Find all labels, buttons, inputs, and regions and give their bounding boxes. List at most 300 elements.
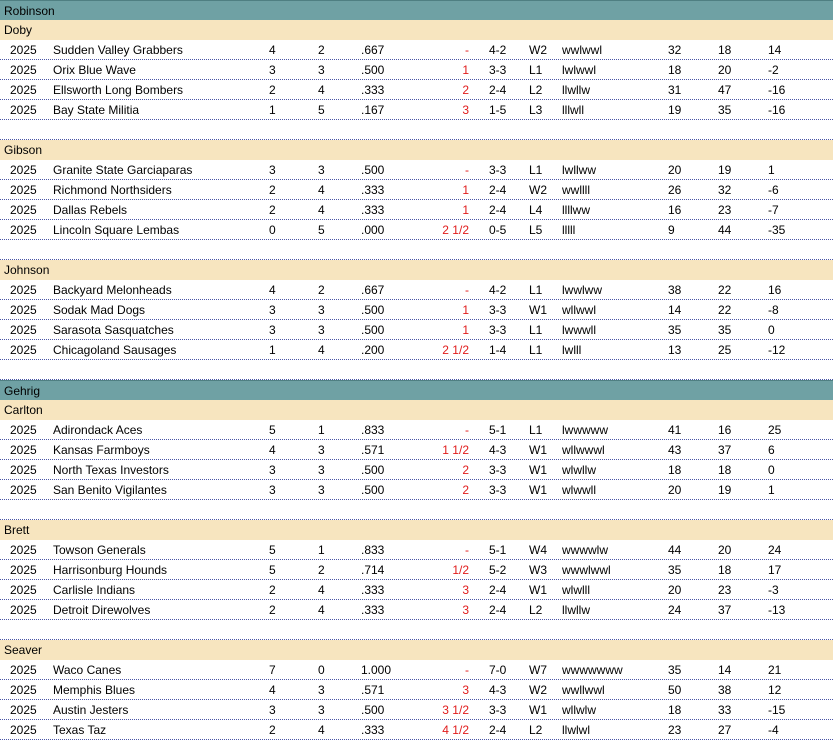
team-losses: 1: [318, 423, 325, 437]
team-wins: 3: [269, 323, 276, 337]
team-games-behind: -: [465, 543, 469, 557]
team-losses: 4: [318, 603, 325, 617]
team-wins: 5: [269, 423, 276, 437]
team-name: North Texas Investors: [53, 463, 169, 477]
team-losses: 3: [318, 163, 325, 177]
team-wins: 4: [269, 283, 276, 297]
team-record: 2-4: [489, 723, 507, 737]
team-name: Towson Generals: [53, 543, 146, 557]
team-last-games: wlwlll: [562, 583, 590, 597]
team-losses: 4: [318, 183, 325, 197]
team-name: San Benito Vigilantes: [53, 483, 167, 497]
team-runs-against: 19: [718, 163, 732, 177]
team-record: 2-4: [489, 583, 507, 597]
team-wins: 4: [269, 443, 276, 457]
team-games-behind: 1 1/2: [442, 443, 469, 457]
team-runs-for: 35: [668, 663, 682, 677]
team-year: 2025: [10, 543, 37, 557]
team-games-behind: 1: [462, 183, 469, 197]
team-record: 3-3: [489, 703, 507, 717]
team-record: 1-5: [489, 103, 507, 117]
team-record: 4-2: [489, 283, 507, 297]
team-last-games: llwllw: [562, 83, 590, 97]
team-games-behind: 3: [462, 603, 469, 617]
team-name: Waco Canes: [53, 663, 122, 677]
team-wins: 3: [269, 463, 276, 477]
team-last-games: lwllww: [562, 163, 596, 177]
team-run-diff: -13: [768, 603, 786, 617]
team-record: 2-4: [489, 83, 507, 97]
team-win-pct: .333: [361, 83, 385, 97]
team-streak: L1: [529, 163, 543, 177]
team-last-games: lwwlww: [562, 283, 602, 297]
team-streak: L2: [529, 83, 543, 97]
division-header: Seaver: [0, 640, 833, 660]
table-row: [0, 220, 833, 240]
team-runs-for: 41: [668, 423, 682, 437]
team-streak: L2: [529, 723, 543, 737]
team-wins: 5: [269, 543, 276, 557]
team-run-diff: -16: [768, 103, 786, 117]
team-games-behind: 2: [462, 463, 469, 477]
team-losses: 3: [318, 303, 325, 317]
team-games-behind: 1/2: [452, 563, 469, 577]
spacer-row: [0, 120, 833, 140]
team-last-games: lwwwww: [562, 423, 608, 437]
team-year: 2025: [10, 663, 37, 677]
team-losses: 2: [318, 43, 325, 57]
team-win-pct: .714: [361, 563, 385, 577]
table-row: [0, 300, 833, 320]
table-row: [0, 480, 833, 500]
team-name: Backyard Melonheads: [53, 283, 172, 297]
spacer-row: [0, 240, 833, 260]
team-win-pct: .500: [361, 303, 385, 317]
team-runs-for: 9: [668, 223, 675, 237]
team-name: Austin Jesters: [53, 703, 129, 717]
team-runs-against: 23: [718, 583, 732, 597]
team-last-games: llwllw: [562, 603, 590, 617]
team-streak: L5: [529, 223, 543, 237]
team-wins: 3: [269, 63, 276, 77]
team-runs-against: 16: [718, 423, 732, 437]
team-wins: 2: [269, 203, 276, 217]
team-streak: L1: [529, 283, 543, 297]
team-games-behind: 1: [462, 323, 469, 337]
team-name: Texas Taz: [53, 723, 107, 737]
table-row: [0, 100, 833, 120]
team-losses: 2: [318, 563, 325, 577]
team-win-pct: .667: [361, 283, 385, 297]
team-win-pct: .500: [361, 463, 385, 477]
team-run-diff: 0: [768, 463, 775, 477]
team-last-games: wlwwll: [562, 483, 596, 497]
team-last-games: llllww: [562, 203, 590, 217]
team-wins: 3: [269, 703, 276, 717]
table-row: [0, 160, 833, 180]
team-games-behind: 1: [462, 303, 469, 317]
team-year: 2025: [10, 483, 37, 497]
team-last-games: wlwllw: [562, 463, 596, 477]
team-record: 3-3: [489, 463, 507, 477]
team-record: 7-0: [489, 663, 507, 677]
team-name: Kansas Farmboys: [53, 443, 150, 457]
team-year: 2025: [10, 83, 37, 97]
team-run-diff: 6: [768, 443, 775, 457]
team-win-pct: .833: [361, 423, 385, 437]
team-record: 4-2: [489, 43, 507, 57]
team-last-games: lllll: [562, 223, 576, 237]
team-win-pct: .500: [361, 483, 385, 497]
table-row: [0, 560, 833, 580]
team-wins: 2: [269, 583, 276, 597]
team-runs-for: 26: [668, 183, 682, 197]
team-wins: 3: [269, 483, 276, 497]
team-win-pct: .167: [361, 103, 385, 117]
team-win-pct: .571: [361, 683, 385, 697]
team-record: 5-1: [489, 423, 507, 437]
league-header: Robinson: [0, 0, 833, 20]
team-streak: W1: [529, 463, 547, 477]
team-wins: 1: [269, 103, 276, 117]
team-run-diff: 17: [768, 563, 782, 577]
team-runs-for: 35: [668, 323, 682, 337]
team-wins: 3: [269, 163, 276, 177]
team-losses: 5: [318, 103, 325, 117]
team-name: Sarasota Sasquatches: [53, 323, 174, 337]
team-last-games: wwllwwl: [562, 683, 605, 697]
team-name: Adirondack Aces: [53, 423, 143, 437]
team-streak: W1: [529, 443, 547, 457]
team-year: 2025: [10, 343, 37, 357]
team-runs-against: 19: [718, 483, 732, 497]
team-losses: 5: [318, 223, 325, 237]
team-runs-for: 20: [668, 483, 682, 497]
division-header: Johnson: [0, 260, 833, 280]
team-win-pct: .500: [361, 323, 385, 337]
team-win-pct: .500: [361, 163, 385, 177]
table-row: [0, 340, 833, 360]
team-name: Bay State Militia: [53, 103, 140, 117]
team-year: 2025: [10, 283, 37, 297]
team-losses: 3: [318, 63, 325, 77]
team-last-games: lwlll: [562, 343, 582, 357]
team-last-games: wwwlwwl: [562, 563, 611, 577]
table-row: [0, 440, 833, 460]
team-runs-for: 50: [668, 683, 682, 697]
team-win-pct: .333: [361, 203, 385, 217]
division-header: Brett: [0, 520, 833, 540]
team-runs-against: 25: [718, 343, 732, 357]
team-streak: L3: [529, 103, 543, 117]
team-year: 2025: [10, 323, 37, 337]
team-run-diff: 12: [768, 683, 782, 697]
team-last-games: lllwll: [562, 103, 584, 117]
team-win-pct: .000: [361, 223, 385, 237]
team-games-behind: -: [465, 663, 469, 677]
team-wins: 7: [269, 663, 276, 677]
team-runs-for: 18: [668, 463, 682, 477]
team-runs-against: 18: [718, 463, 732, 477]
team-win-pct: .500: [361, 63, 385, 77]
team-record: 3-3: [489, 323, 507, 337]
team-losses: 1: [318, 543, 325, 557]
table-row: [0, 280, 833, 300]
spacer-row: [0, 500, 833, 520]
team-runs-for: 14: [668, 303, 682, 317]
team-record: 5-2: [489, 563, 507, 577]
team-games-behind: 2 1/2: [442, 223, 469, 237]
team-losses: 4: [318, 83, 325, 97]
team-runs-for: 23: [668, 723, 682, 737]
table-row: [0, 460, 833, 480]
team-wins: 2: [269, 83, 276, 97]
team-runs-against: 38: [718, 683, 732, 697]
team-games-behind: -: [465, 43, 469, 57]
team-record: 3-3: [489, 63, 507, 77]
table-row: [0, 420, 833, 440]
team-name: Chicagoland Sausages: [53, 343, 177, 357]
team-games-behind: 2 1/2: [442, 343, 469, 357]
team-run-diff: -3: [768, 583, 779, 597]
team-streak: W7: [529, 663, 547, 677]
team-runs-against: 37: [718, 443, 732, 457]
team-win-pct: .333: [361, 723, 385, 737]
team-name: Ellsworth Long Bombers: [53, 83, 184, 97]
team-streak: L4: [529, 203, 543, 217]
team-runs-for: 44: [668, 543, 682, 557]
team-last-games: wwllll: [562, 183, 590, 197]
team-streak: W2: [529, 683, 547, 697]
team-win-pct: 1.000: [361, 663, 392, 677]
team-record: 4-3: [489, 683, 507, 697]
team-losses: 3: [318, 463, 325, 477]
team-year: 2025: [10, 203, 37, 217]
team-streak: W1: [529, 583, 547, 597]
team-record: 4-3: [489, 443, 507, 457]
team-year: 2025: [10, 723, 37, 737]
team-games-behind: 3 1/2: [442, 703, 469, 717]
team-run-diff: 25: [768, 423, 782, 437]
team-wins: 0: [269, 223, 276, 237]
team-runs-against: 35: [718, 323, 732, 337]
team-record: 3-3: [489, 303, 507, 317]
table-row: [0, 40, 833, 60]
spacer-row: [0, 360, 833, 380]
team-runs-against: 47: [718, 83, 732, 97]
team-run-diff: -15: [768, 703, 786, 717]
team-streak: L1: [529, 323, 543, 337]
team-run-diff: 1: [768, 483, 775, 497]
division-header: Gibson: [0, 140, 833, 160]
team-runs-against: 32: [718, 183, 732, 197]
team-games-behind: 2: [462, 83, 469, 97]
team-runs-against: 14: [718, 663, 732, 677]
team-run-diff: 1: [768, 163, 775, 177]
table-row: [0, 700, 833, 720]
team-runs-for: 20: [668, 163, 682, 177]
team-runs-against: 35: [718, 103, 732, 117]
team-wins: 1: [269, 343, 276, 357]
team-name: Sudden Valley Grabbers: [53, 43, 183, 57]
team-losses: 2: [318, 283, 325, 297]
team-last-games: llwlwl: [562, 723, 590, 737]
table-row: [0, 320, 833, 340]
team-last-games: lwwwll: [562, 323, 596, 337]
team-win-pct: .333: [361, 183, 385, 197]
team-name: Memphis Blues: [53, 683, 136, 697]
team-runs-for: 18: [668, 703, 682, 717]
team-games-behind: 3: [462, 683, 469, 697]
team-year: 2025: [10, 103, 37, 117]
team-last-games: wllwwwl: [562, 443, 605, 457]
spacer-row: [0, 620, 833, 640]
team-wins: 2: [269, 183, 276, 197]
team-win-pct: .200: [361, 343, 385, 357]
team-win-pct: .667: [361, 43, 385, 57]
team-record: 1-4: [489, 343, 507, 357]
team-losses: 3: [318, 483, 325, 497]
team-games-behind: -: [465, 163, 469, 177]
team-wins: 2: [269, 723, 276, 737]
team-runs-against: 20: [718, 63, 732, 77]
team-run-diff: -4: [768, 723, 779, 737]
team-name: Carlisle Indians: [53, 583, 136, 597]
team-runs-for: 38: [668, 283, 682, 297]
team-games-behind: 4 1/2: [442, 723, 469, 737]
team-name: Richmond Northsiders: [53, 183, 172, 197]
team-losses: 4: [318, 583, 325, 597]
table-row: [0, 180, 833, 200]
team-run-diff: -8: [768, 303, 779, 317]
team-name: Granite State Garciaparas: [53, 163, 193, 177]
team-record: 3-3: [489, 163, 507, 177]
team-record: 0-5: [489, 223, 507, 237]
table-row: [0, 200, 833, 220]
team-streak: W1: [529, 703, 547, 717]
division-header: Doby: [0, 20, 833, 40]
team-last-games: wllwwl: [562, 303, 596, 317]
team-games-behind: 1: [462, 203, 469, 217]
team-run-diff: -16: [768, 83, 786, 97]
team-runs-for: 20: [668, 583, 682, 597]
team-runs-for: 19: [668, 103, 682, 117]
team-name: Detroit Direwolves: [53, 603, 151, 617]
team-streak: L1: [529, 423, 543, 437]
team-games-behind: 3: [462, 583, 469, 597]
team-runs-against: 33: [718, 703, 732, 717]
team-runs-against: 22: [718, 303, 732, 317]
team-run-diff: 21: [768, 663, 782, 677]
team-name: Lincoln Square Lembas: [53, 223, 180, 237]
team-streak: W3: [529, 563, 547, 577]
team-losses: 3: [318, 683, 325, 697]
team-runs-against: 18: [718, 563, 732, 577]
team-losses: 3: [318, 703, 325, 717]
team-name: Sodak Mad Dogs: [53, 303, 146, 317]
team-runs-for: 13: [668, 343, 682, 357]
team-runs-against: 23: [718, 203, 732, 217]
team-run-diff: 16: [768, 283, 782, 297]
team-year: 2025: [10, 303, 37, 317]
team-run-diff: -7: [768, 203, 779, 217]
team-year: 2025: [10, 63, 37, 77]
team-run-diff: -35: [768, 223, 786, 237]
team-runs-against: 37: [718, 603, 732, 617]
table-row: [0, 600, 833, 620]
team-win-pct: .833: [361, 543, 385, 557]
team-last-games: wwlwwl: [562, 43, 602, 57]
team-year: 2025: [10, 43, 37, 57]
team-runs-for: 43: [668, 443, 682, 457]
team-win-pct: .333: [361, 583, 385, 597]
team-year: 2025: [10, 443, 37, 457]
team-losses: 4: [318, 343, 325, 357]
team-run-diff: 14: [768, 43, 782, 57]
team-streak: W1: [529, 483, 547, 497]
team-record: 3-3: [489, 483, 507, 497]
team-record: 5-1: [489, 543, 507, 557]
team-year: 2025: [10, 163, 37, 177]
team-name: Harrisonburg Hounds: [53, 563, 168, 577]
team-streak: L2: [529, 603, 543, 617]
table-row: [0, 540, 833, 560]
team-win-pct: .500: [361, 703, 385, 717]
team-run-diff: 24: [768, 543, 782, 557]
team-year: 2025: [10, 703, 37, 717]
team-runs-for: 32: [668, 43, 682, 57]
team-run-diff: -2: [768, 63, 779, 77]
team-year: 2025: [10, 223, 37, 237]
team-last-games: lwlwwl: [562, 63, 596, 77]
table-row: [0, 580, 833, 600]
team-run-diff: 0: [768, 323, 775, 337]
team-year: 2025: [10, 603, 37, 617]
table-row: [0, 60, 833, 80]
team-wins: 5: [269, 563, 276, 577]
team-wins: 4: [269, 683, 276, 697]
team-games-behind: -: [465, 283, 469, 297]
team-runs-against: 18: [718, 43, 732, 57]
team-year: 2025: [10, 423, 37, 437]
table-row: [0, 680, 833, 700]
team-games-behind: 1: [462, 63, 469, 77]
team-runs-for: 16: [668, 203, 682, 217]
team-streak: L1: [529, 343, 543, 357]
team-record: 2-4: [489, 183, 507, 197]
team-win-pct: .333: [361, 603, 385, 617]
team-last-games: wllwlw: [562, 703, 596, 717]
team-runs-for: 24: [668, 603, 682, 617]
team-streak: W1: [529, 303, 547, 317]
team-year: 2025: [10, 563, 37, 577]
team-losses: 3: [318, 443, 325, 457]
team-last-games: wwwwlw: [562, 543, 608, 557]
team-year: 2025: [10, 183, 37, 197]
team-wins: 2: [269, 603, 276, 617]
division-header: Carlton: [0, 400, 833, 420]
table-row: [0, 660, 833, 680]
team-win-pct: .571: [361, 443, 385, 457]
team-record: 2-4: [489, 203, 507, 217]
team-year: 2025: [10, 583, 37, 597]
team-streak: W2: [529, 43, 547, 57]
team-runs-against: 27: [718, 723, 732, 737]
league-header: Gehrig: [0, 380, 833, 400]
team-year: 2025: [10, 683, 37, 697]
team-wins: 4: [269, 43, 276, 57]
team-name: Dallas Rebels: [53, 203, 128, 217]
